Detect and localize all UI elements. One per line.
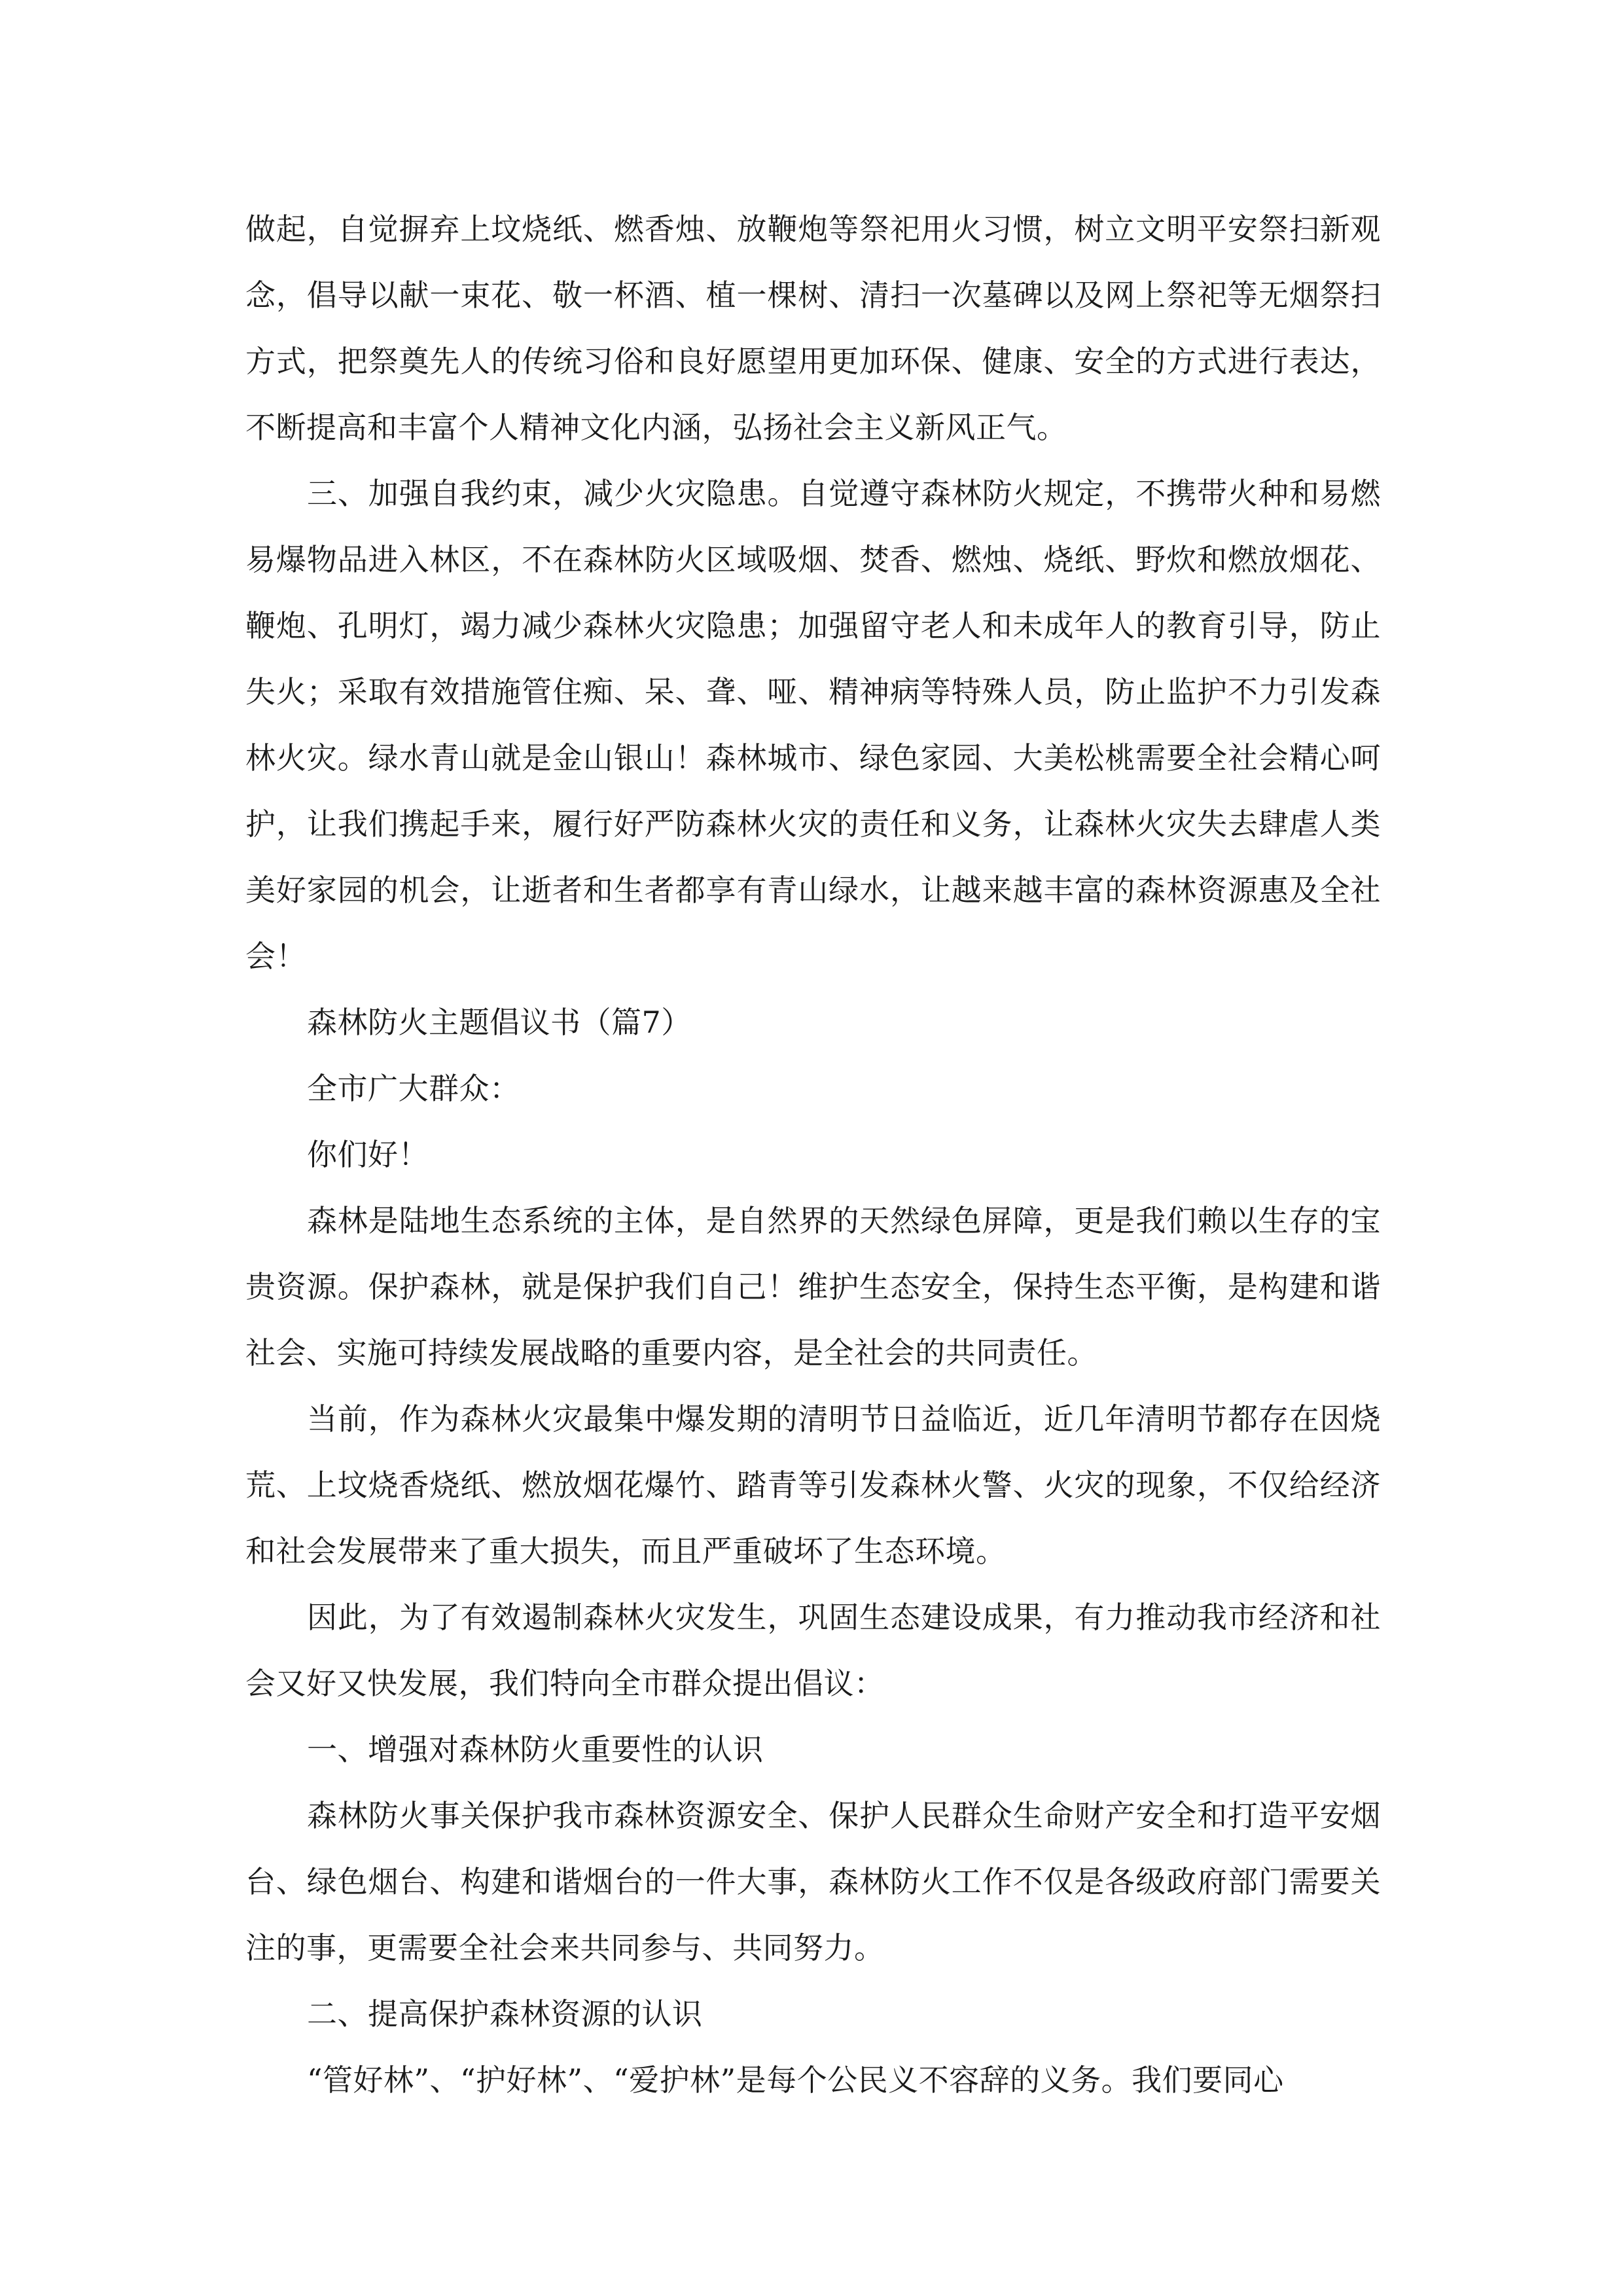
section-heading-two: 二、提高保护森林资源的认识 — [307, 1996, 703, 2032]
paragraph-section-two: “管好林”、“护好林”、“爱护林”是每个公民义不容辞的义务。我们要同心 — [307, 2062, 1284, 2098]
section-heading-one: 一、增强对森林防火重要性的认识 — [307, 1732, 764, 1767]
paragraph-current-situation: 当前，作为森林火灾最集中爆发期的清明节日益临近，近几年清明节都存在因烧荒、上坟烧香烧纸、燃放烟花爆竹、踏青等引发森林火警、火灾的现象，不仅给经济和社会发展带来了重大损失，而且严重破坏了生态环境。 — [245, 1401, 1381, 1569]
salutation: 全市广大群众： — [307, 1071, 520, 1106]
paragraph-forest-importance: 森林是陆地生态系统的主体，是自然界的天然绿色屏障，更是我们赖以生存的宝贵资源。保护森林，就是保护我们自己！维护生态安全，保持生态平衡，是构建和谐社会、实施可持续发展战略的重要内容，是全社会的共同责任。 — [245, 1203, 1381, 1371]
paragraph-proposal-intro: 因此，为了有效遏制森林火灾发生，巩固生态建设成果，有力推动我市经济和社会又好又快发展，我们特向全市群众提出倡议： — [245, 1600, 1381, 1701]
greeting: 你们好！ — [307, 1137, 429, 1172]
document-body — [245, 196, 1381, 2113]
paragraph-section-one: 森林防火事关保护我市森林资源安全、保护人民群众生命财产安全和打造平安烟台、绿色烟台、构建和谐烟台的一件大事，森林防火工作不仅是各级政府部门需要关注的事，更需要全社会来共同参与、共同努力。 — [245, 1798, 1381, 1965]
article-title: 森林防火主题倡议书（篇7） — [307, 1005, 692, 1040]
paragraph-section-three: 三、加强自我约束，减少火灾隐患。自觉遵守森林防火规定，不携带火种和易燃易爆物品进入林区，不在森林防火区域吸烟、焚香、燃烛、烧纸、野炊和燃放烟花、鞭炮、孔明灯，竭力减少森林火灾隐患；加强留守老人和未成年人的教育引导，防止失火；采取有效措施管住痴、呆、聋、哑、精神病等特殊人员，防止监护不力引发森林火灾。绿水青山就是金山银山！森林城市、绿色家园、大美松桃需要全社会精心呵护，让我们携起手来，履行好严防森林火灾的责任和义务，让森林火灾失去肆虐人类美好家园的机会，让逝者和生者都享有青山绿水，让越来越丰富的森林资源惠及全社会！ — [245, 476, 1381, 974]
paragraph-continuation: 做起，自觉摒弃上坟烧纸、燃香烛、放鞭炮等祭祀用火习惯，树立文明平安祭扫新观念，倡导以献一束花、敬一杯酒、植一棵树、清扫一次墓碑以及网上祭祀等无烟祭扫方式，把祭奠先人的传统习俗和良好愿望用更加环保、健康、安全的方式进行表达，不断提高和丰富个人精神文化内涵，弘扬社会主义新风正气。 — [245, 211, 1381, 445]
